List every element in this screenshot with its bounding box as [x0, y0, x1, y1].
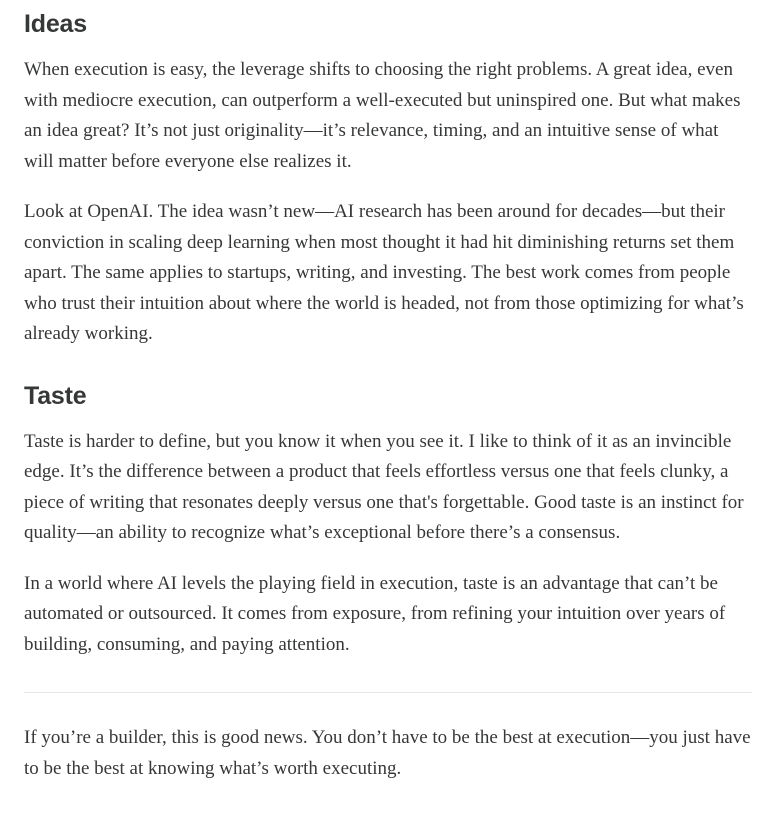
taste-paragraph-2: In a world where AI levels the playing field in execution, taste is an advantage that can’t be automated or outsourced. It comes from exposure, from refining your intuition over years of building, consuming, and paying attention. — [24, 572, 726, 655]
section-heading-ideas: Ideas — [24, 10, 87, 38]
conclusion-paragraph: If you’re a builder, this is good news. You don’t have to be the best at execution—you just have to be the best at knowing what’s worth executing. — [24, 727, 751, 779]
ideas-paragraph-2: Look at OpenAI. The idea wasn’t new—AI research has been around for decades—but their conviction in scaling deep learning when most thought it had hit diminishing returns set them apart. The same applies to startups, writing, and investing. The best work comes from people who trust their intuition about where the world is headed, not from those optimizing for what’s already working. — [24, 201, 744, 344]
section-divider — [24, 692, 752, 693]
ideas-paragraph-1: When execution is easy, the leverage shifts to choosing the right problems. A great idea, even with mediocre execution, can outperform a well-executed but uninspired one. But what makes an idea great? It’s not just originality—it’s relevance, timing, and an intuitive sense of what will matter before everyone else realizes it. — [24, 59, 741, 172]
taste-paragraph-1: Taste is harder to define, but you know it when you see it. I like to think of it as an invincible edge. It’s the difference between a product that feels effortless versus one that feels clunky, a piece of writing that resonates deeply versus one that's forgettable. Good taste is an instinct for quality—an ability to recognize what’s exceptional before there’s a consensus. — [24, 430, 744, 543]
article-body — [24, 0, 752, 784]
section-heading-taste: Taste — [24, 381, 87, 410]
